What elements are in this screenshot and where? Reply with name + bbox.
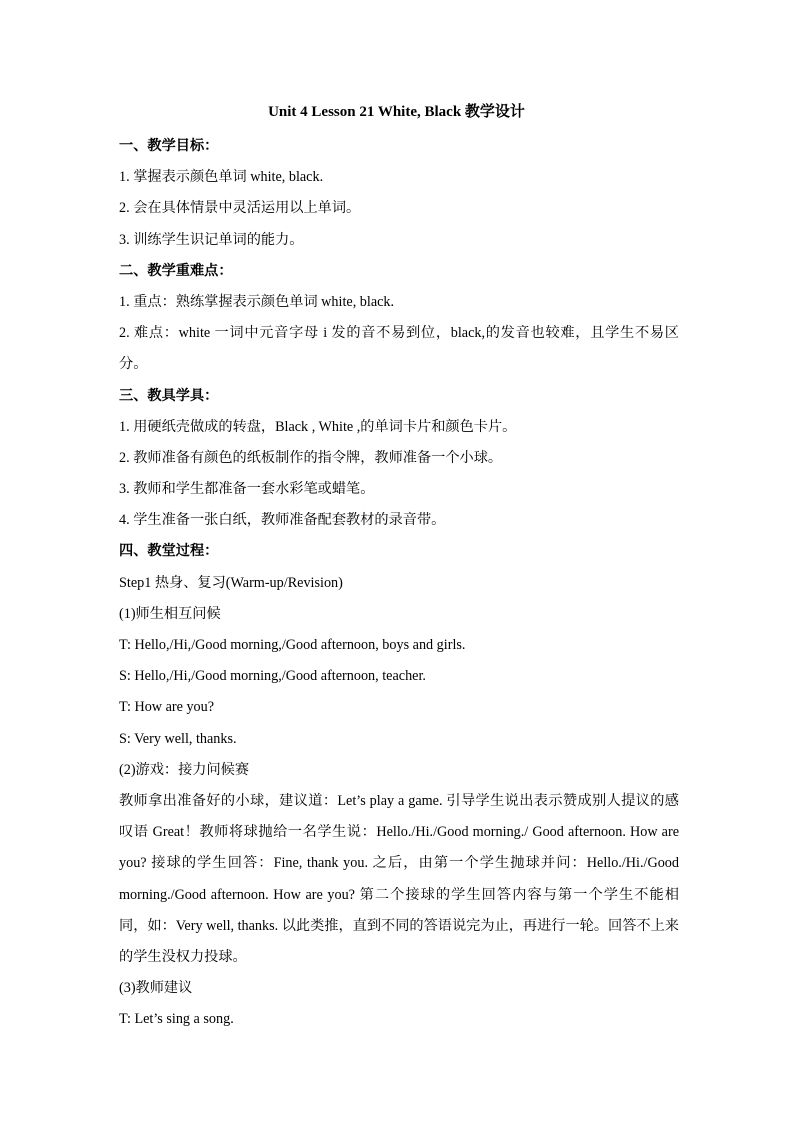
section-heading-objectives: 一、教学目标： <box>119 138 219 154</box>
section-heading-key-points: 二、教学重难点： <box>119 262 233 279</box>
sub-step-heading: (3)教师建议 <box>119 980 193 997</box>
section-heading-materials: 三、教具学具： <box>119 387 219 404</box>
game-description-paragraph: 教师拿出准备好的小球，建议道：Let’s play a game. 引导学生说出表示赞成别人提议的感叹语 Great！教师将球抛给一名学生说：Hello./Hi./Good morning./ Good afternoon. How are you? 接球的学生回答：Fine, thank you. 之后，由第一个学生抛球并问：Hello./Hi./Good morning./Good afternoon. How are you? 第二个接球的学生回答内容与第一个学生不能相同，如：Very well, thanks. 以此类推，直到不同的答语说完为止，再进行一轮。回答不上来的学生没权力投球。 <box>119 792 679 965</box>
step-heading: Step1 热身、复习(Warm-up/Revision) <box>119 574 343 591</box>
sub-step-heading: (2)游戏：接力问候赛 <box>119 761 250 778</box>
objective-item: 2. 会在具体情景中灵活运用以上单词。 <box>119 200 361 217</box>
dialogue-line: S: Very well, thanks. <box>119 730 237 747</box>
dialogue-line: T: Hello,/Hi,/Good morning,/Good afternoon, boys and girls. <box>119 637 466 654</box>
key-point-item: 2. 难点：white 一词中元音字母 i 发的音不易到位，black,的发音也较难，且学生不易区分。 <box>119 325 679 373</box>
dialogue-line: T: How are you? <box>119 699 215 716</box>
section-heading-process: 四、教堂过程： <box>119 543 219 560</box>
document-body <box>119 131 679 1036</box>
document-title: Unit 4 Lesson 21 White, Black 教学设计 <box>268 104 525 120</box>
dialogue-line: T: Let’s sing a song. <box>119 1011 234 1028</box>
sub-step-heading: (1)师生相互问候 <box>119 605 221 622</box>
dialogue-line: S: Hello,/Hi,/Good morning,/Good afternoon, teacher. <box>119 668 426 685</box>
objective-item: 1. 掌握表示颜色单词 white, black. <box>119 169 324 186</box>
material-item: 1. 用硬纸壳做成的转盘，Black , White ,的单词卡片和颜色卡片。 <box>119 418 517 435</box>
objective-item: 3. 训练学生识记单词的能力。 <box>119 231 304 248</box>
material-item: 4. 学生准备一张白纸，教师准备配套教材的录音带。 <box>119 512 446 529</box>
material-item: 2. 教师准备有颜色的纸板制作的指令牌，教师准备一个小球。 <box>119 449 503 466</box>
material-item: 3. 教师和学生都准备一套水彩笔或蜡笔。 <box>119 481 375 498</box>
key-point-item: 1. 重点：熟练掌握表示颜色单词 white, black. <box>119 293 395 310</box>
